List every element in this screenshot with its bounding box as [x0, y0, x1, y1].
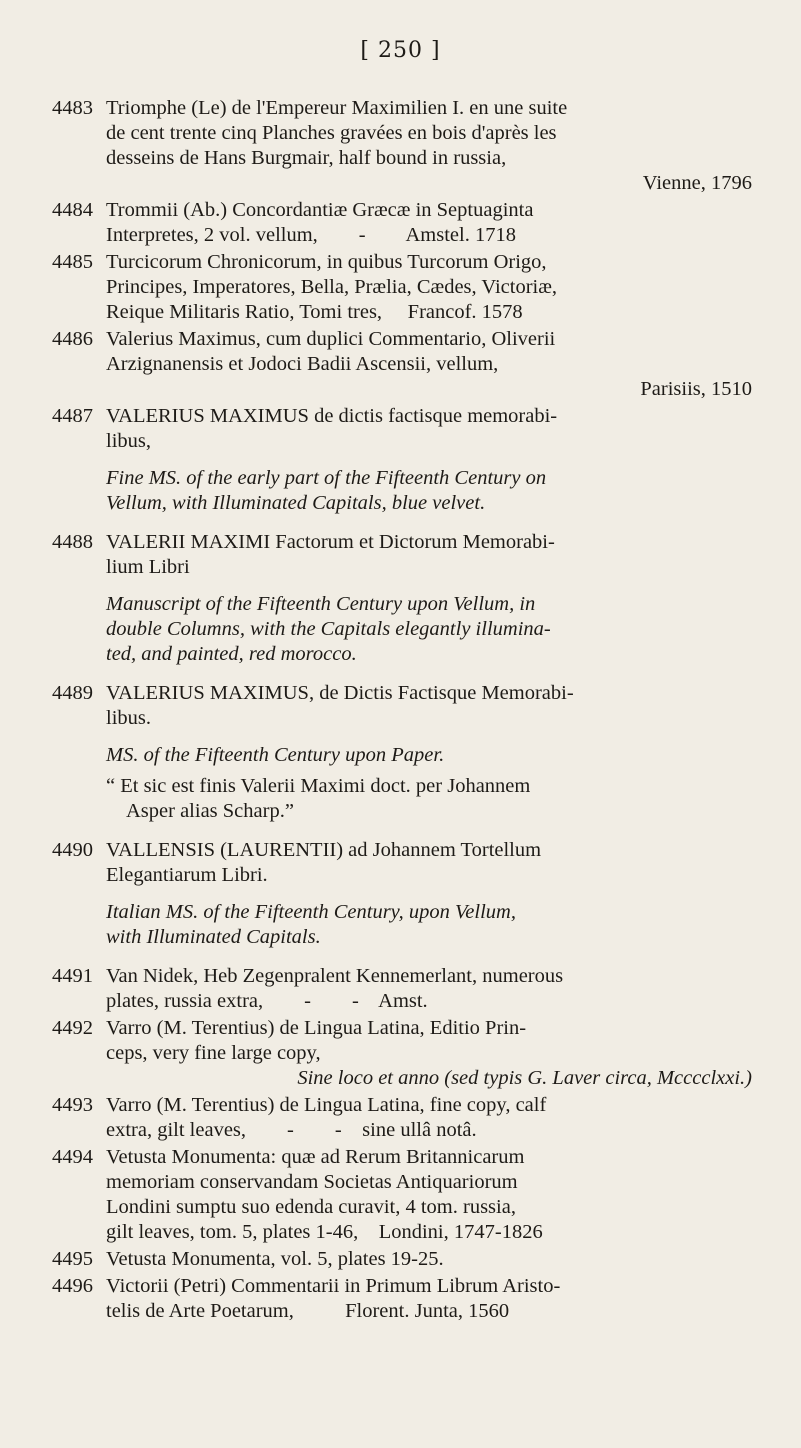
- catalogue-entry: [52, 96, 752, 196]
- lot-number: 4496: [52, 1275, 93, 1297]
- entry-line: memoriam conservandam Societas Antiquariorum: [106, 1171, 518, 1193]
- entry-line: Reique Militaris Ratio, Tomi tres, Francof. 1578: [106, 301, 523, 323]
- entry-line: Valerius Maximus, cum duplici Commentario, Oliverii: [106, 328, 556, 350]
- entry-quotation: Asper alias Scharp.”: [126, 800, 294, 822]
- page-number: [ 250 ]: [360, 38, 441, 63]
- entry-line: Van Nidek, Heb Zegenpralent Kennemerlant, numerous: [106, 965, 564, 987]
- entry-line: Turcicorum Chronicorum, in quibus Turcorum Origo,: [106, 251, 547, 273]
- entry-line: libus,: [106, 430, 151, 452]
- entry-line: Londini sumptu suo edenda curavit, 4 tom. russia,: [106, 1196, 516, 1218]
- entry-line: Trommii (Ab.) Concordantiæ Græcæ in Septuaginta: [106, 199, 534, 221]
- entry-note: double Columns, with the Capitals elegantly illumina-: [106, 618, 551, 640]
- lot-number: 4495: [52, 1248, 93, 1270]
- entry-imprint: Parisiis, 1510: [640, 378, 752, 400]
- entry-line: Varro (M. Terentius) de Lingua Latina, Editio Prin-: [106, 1017, 527, 1039]
- entry-line: Varro (M. Terentius) de Lingua Latina, fine copy, calf: [106, 1094, 547, 1116]
- entry-line: VALERII MAXIMI Factorum et Dictorum Memorabi-: [106, 531, 555, 553]
- entry-line: Elegantiarum Libri.: [106, 864, 268, 886]
- catalogue-entry: [52, 1247, 752, 1272]
- entry-note: Fine MS. of the early part of the Fifteenth Century on: [106, 467, 547, 489]
- entry-note: MS. of the Fifteenth Century upon Paper.: [106, 744, 445, 766]
- entry-line: gilt leaves, tom. 5, plates 1-46, Londini, 1747-1826: [106, 1221, 543, 1243]
- entry-line: ceps, very fine large copy,: [106, 1042, 321, 1064]
- lot-number: 4486: [52, 328, 93, 350]
- entry-imprint: Sine loco et anno (sed typis G. Laver circa, Mcccclxxi.): [297, 1067, 752, 1089]
- catalogue-entry: [52, 250, 752, 325]
- entry-quotation: “ Et sic est finis Valerii Maximi doct. per Johannem: [106, 775, 531, 797]
- entry-line: Vetusta Monumenta, vol. 5, plates 19-25.: [106, 1248, 444, 1270]
- entry-line: Vetusta Monumenta: quæ ad Rerum Britannicarum: [106, 1146, 525, 1168]
- lot-number: 4489: [52, 682, 93, 704]
- entry-line: Interpretes, 2 vol. vellum, - Amstel. 1718: [106, 224, 516, 246]
- entry-line: telis de Arte Poetarum, Florent. Junta, 1560: [106, 1300, 510, 1322]
- catalogue-entry: [52, 327, 752, 402]
- catalogue-entry: [52, 198, 752, 248]
- lot-number: 4488: [52, 531, 93, 553]
- entry-note: Italian MS. of the Fifteenth Century, upon Vellum,: [106, 901, 516, 923]
- lot-number: 4483: [52, 97, 93, 119]
- entry-line: Victorii (Petri) Commentarii in Primum Librum Aristo-: [106, 1275, 561, 1297]
- lot-number: 4493: [52, 1094, 93, 1116]
- catalogue-entry: [52, 964, 752, 1014]
- catalogue-entry: [52, 1093, 752, 1143]
- entry-note: Manuscript of the Fifteenth Century upon Vellum, in: [106, 593, 536, 615]
- entry-line: lium Libri: [106, 556, 190, 578]
- lot-number: 4492: [52, 1017, 93, 1039]
- lot-number: 4485: [52, 251, 93, 273]
- catalogue-entry: [52, 681, 752, 824]
- entry-line: VALERIUS MAXIMUS, de Dictis Factisque Memorabi-: [106, 682, 574, 704]
- entry-note: Vellum, with Illuminated Capitals, blue velvet.: [106, 492, 486, 514]
- entry-line: desseins de Hans Burgmair, half bound in russia,: [106, 147, 507, 169]
- catalogue-entry: [52, 1145, 752, 1245]
- catalogue-page: [52, 96, 752, 1326]
- entry-line: Arzignanensis et Jodoci Badii Ascensii, vellum,: [106, 353, 499, 375]
- lot-number: 4490: [52, 839, 93, 861]
- lot-number: 4484: [52, 199, 93, 221]
- catalogue-entry: [52, 1016, 752, 1091]
- entry-line: de cent trente cinq Planches gravées en bois d'après les: [106, 122, 557, 144]
- entry-line: VALLENSIS (LAURENTII) ad Johannem Tortellum: [106, 839, 542, 861]
- lot-number: 4494: [52, 1146, 93, 1168]
- entry-line: Principes, Imperatores, Bella, Prælia, Cædes, Victoriæ,: [106, 276, 558, 298]
- catalogue-entry: [52, 404, 752, 516]
- lot-number: 4487: [52, 405, 93, 427]
- entry-line: Triomphe (Le) de l'Empereur Maximilien I. en une suite: [106, 97, 568, 119]
- catalogue-entry: [52, 838, 752, 950]
- entry-line: plates, russia extra, - - Amst.: [106, 990, 428, 1012]
- entry-line: VALERIUS MAXIMUS de dictis factisque memorabi-: [106, 405, 558, 427]
- catalogue-entry: [52, 1274, 752, 1324]
- entry-note: with Illuminated Capitals.: [106, 926, 321, 948]
- entry-note: ted, and painted, red morocco.: [106, 643, 357, 665]
- catalogue-entry: [52, 530, 752, 667]
- entry-line: libus.: [106, 707, 151, 729]
- entry-line: extra, gilt leaves, - - sine ullâ notâ.: [106, 1119, 477, 1141]
- entry-imprint: Vienne, 1796: [642, 172, 752, 194]
- lot-number: 4491: [52, 965, 93, 987]
